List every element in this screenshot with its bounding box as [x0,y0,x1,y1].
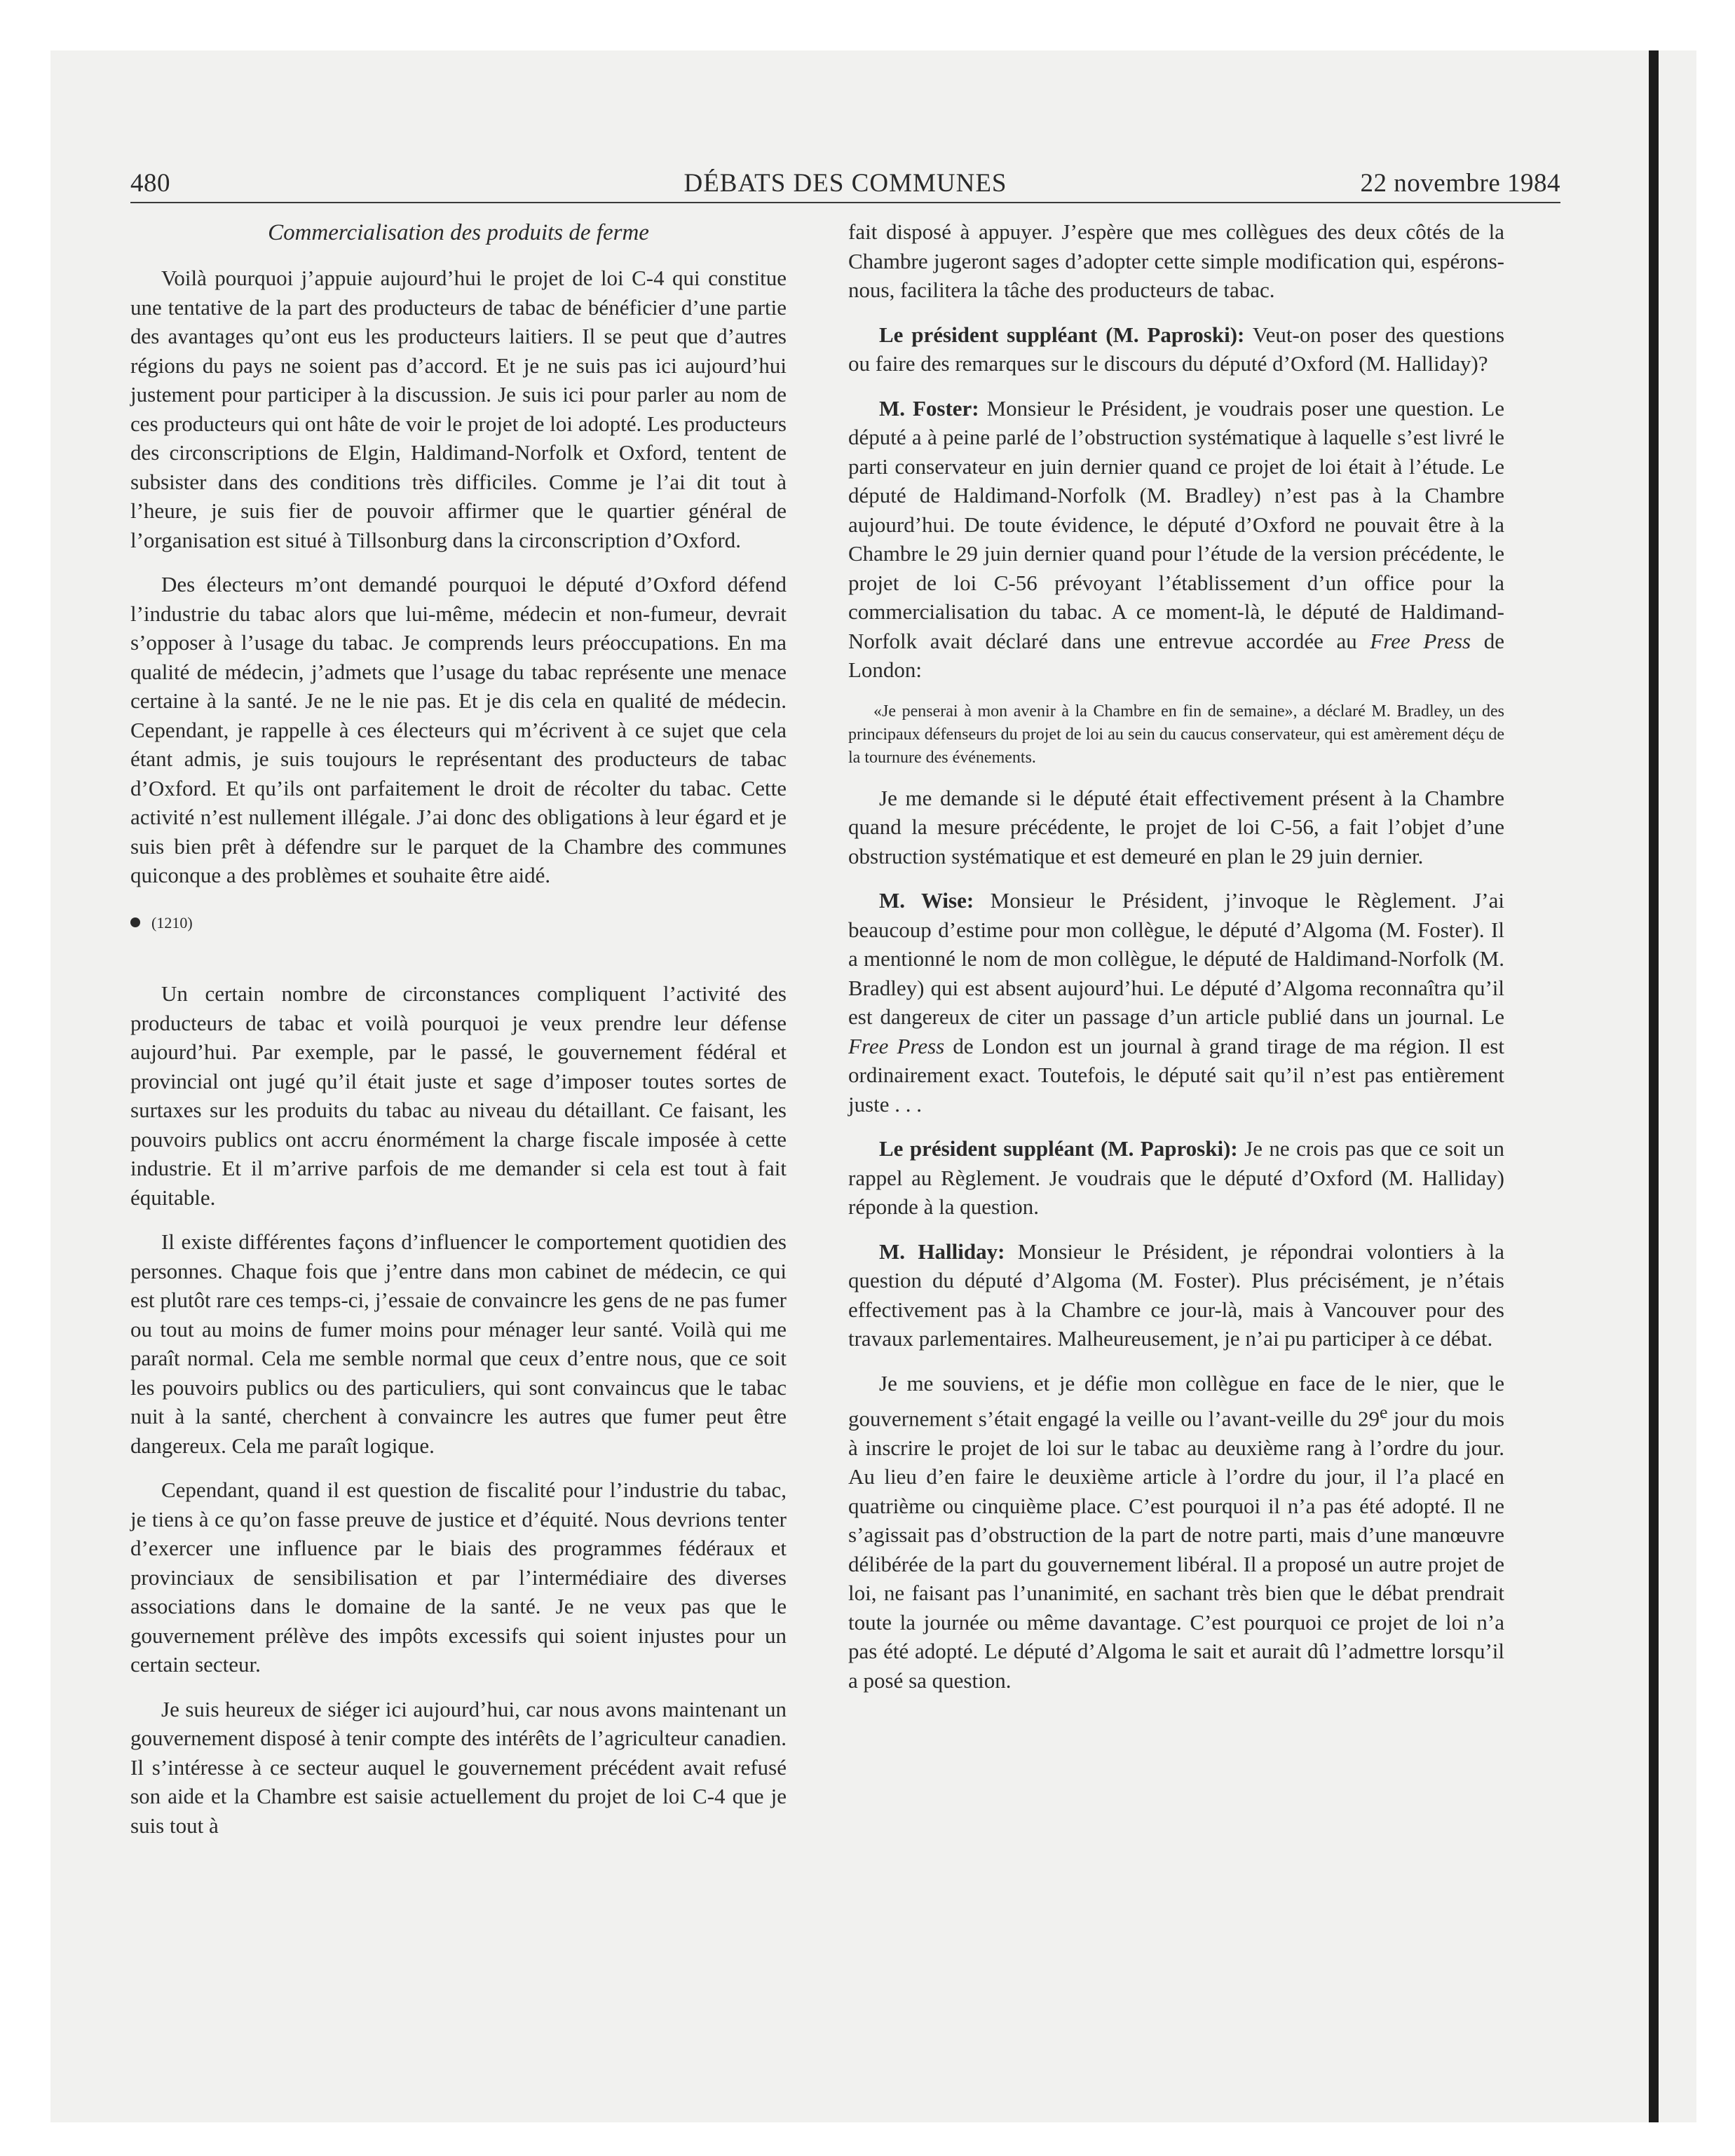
speech-text: de London: [848,628,1504,682]
paragraph: Des électeurs m’ont demandé pourquoi le député d’Oxford défend l’industrie du tabac alors que lui-même, médecin et non-fumeur, devrait s’opposer à l’usage du tabac. Je comprends leurs préoccupations. En ma qualité de médecin, j’admets que l’usage du tabac représente une menace certaine à la santé. Je ne le nie pas. Et je dis cela en qualité de médecin. Cependant, je rappelle à ces électeurs qui m’écrivent à ce sujet que cela étant admis, je suis toujours le représentant des producteurs de tabac d’Oxford. Et qu’ils ont parfaitement le droit de récolter du tabac. Cette activité n’est nullement illégale. J’ai donc des obligations à leur égard et je suis bien prêt à défendre sur le parquet de la Chambre des communes quiconque a des problèmes et souhaite être aidé. [130,572,787,887]
bullet-icon [130,917,140,927]
speech-paragraph [848,394,1504,685]
page-header [130,168,1560,203]
ordinal-superscript: e [1379,1402,1388,1422]
speech-paragraph [848,1134,1504,1222]
speech-text: Veut-on poser des questions ou faire des remarques sur le discours du député d’Oxford (M. Halliday)? [848,322,1505,376]
speaker-name: Le président suppléant (M. Paproski): [879,322,1245,347]
time-marker [130,908,787,938]
speaker-name: Le président suppléant (M. Paproski): [879,1136,1238,1161]
speech-text: de London est un journal à grand tirage de ma région. Il est ordinairement exact. Toutefois, le député sait qu’il n’est pas entièrement juste . . . [848,1033,1504,1117]
speaker-name: M. Wise: [879,888,974,913]
newspaper-name: Free Press [848,1033,945,1058]
speech-text: Monsieur le Président, j’invoque le Règlement. J’ai beaucoup d’estime pour mon collègue, le député d’Algoma (M. Foster). Il a mentionné le nom de mon collègue, le député de Haldimand-Norfolk (M. Bradley) qui est absent aujourd’hui. Le député d’Algoma reconnaîtra qu’il est dangereux de citer un passage d’un article publié dans un journal. Le [848,888,1504,1029]
speech-paragraph [848,886,1504,1119]
speech-paragraph [848,1237,1504,1353]
paragraph: Je suis heureux de siéger ici aujourd’hui, car nous avons maintenant un gouvernement disposé à tenir compte des intérêts de l’agriculteur canadien. Il s’intéresse à ce secteur auquel le gouvernement précédent avait refusé son aide et la Chambre est saisie actuellement du projet de loi C-4 que je suis tout à [130,1696,787,1838]
speech-paragraph [848,320,1504,378]
speech-text: Je ne crois pas que ce soit un rappel au Règlement. Je voudrais que le député d’Oxford (M. Halliday) réponde à la question. [848,1136,1505,1219]
right-column [848,217,1504,1710]
speaker-name: M. Halliday: [879,1239,1005,1264]
speaker-name: M. Foster: [879,395,979,421]
paragraph [848,1369,1504,1696]
paragraph: Voilà pourquoi j’appuie aujourd’hui le projet de loi C-4 qui constitue une tentative de la part des producteurs de tabac de bénéficier d’une partie des avantages qu’ont eus les producteurs laitiers. Il se peut que d’autres régions du pays ne soient pas d’accord. Et je ne suis pas ici aujourd’hui justement pour participer à la discussion. Je suis ici pour parler au nom de ces producteurs qui ont hâte de voir le projet de loi adopté. Les producteurs des circonscriptions de Elgin, Haldimand-Norfolk et Oxford, tentent de subsister dans des conditions très difficiles. Comme je l’ai dit tout à l’heure, je suis fier de pouvoir affirmer que le quartier général de l’organisation est situé à Tillsonburg dans la circonscription d’Oxford. [130,266,787,552]
paragraph: Cependant, quand il est question de fiscalité pour l’industrie du tabac, je tiens à ce qu’on fasse preuve de justice et d’équité. Nous devrions tenter d’exercer une influence par le biais des programmes fédéraux et provinciaux de sensibilisation et par l’intermédiaire des diverses associations dans le domaine de la santé. Je ne veux pas que le gouvernement prélève des impôts excessifs qui soient injustes pour un certain secteur. [130,1478,787,1677]
header-rule [130,202,1560,203]
scan-edge-bar [1649,50,1659,2122]
paragraph-text: jour du mois à inscrire le projet de loi sur le tabac au deuxième rang à l’ordre du jour. Au lieu d’en faire le deuxième article à l’ordre du jour, il l’a placé en quatrième ou cinquième place. C’est pourquoi il n’a pas été adopté. Il ne s’agissait pas d’obstruction de la part de notre parti, mais d’une manœuvre délibérée de la part du gouvernement libéral. Il a proposé un autre projet de loi, ne faisant pas l’unanimité, en sachant très bien que le débat prendrait toute la journée ou même davantage. C’est pourquoi ce projet de loi n’a pas été adopté. Le député d’Algoma le sait et aurait dû l’admettre lorsqu’il a posé sa question. [848,1406,1505,1693]
publication-title: DÉBATS DES COMMUNES [683,169,1007,198]
page-number: 480 [130,169,170,198]
left-column [130,217,787,1855]
paragraph: Je me demande si le député était effectivement présent à la Chambre quand la mesure précédente, le projet de loi C-56, a fait l’objet d’une obstruction systématique et est demeuré en plan le 29 juin dernier. [848,785,1504,868]
paragraph: fait disposé à appuyer. J’espère que mes collègues des deux côtés de la Chambre jugeront sages d’adopter cette simple modification qui, espérons-nous, facilitera la tâche des producteurs de tabac. [848,219,1504,302]
section-title: Commercialisation des produits de ferme [268,220,649,245]
paragraph-text: Je me souviens, et je défie mon collègue en face de le nier, que le gouvernement s’était engagé la veille ou l’avant-veille du 29 [848,1370,1504,1431]
header-date: 22 novembre 1984 [1360,169,1560,198]
paragraph: Un certain nombre de circonstances compliquent l’activité des producteurs de tabac et voilà pourquoi je veux prendre leur défense aujourd’hui. Par exemple, par le passé, le gouvernement fédéral et provincial ont jugé qu’il était juste et sage d’imposer toutes sortes de surtaxes sur les produits du tabac au niveau du détaillant. Ce faisant, les pouvoirs publics ont accru énormément la charge fiscale imposée à cette industrie. Et il m’arrive parfois de me demander si cela est tout à fait équitable. [130,981,787,1210]
newspaper-name: Free Press [1370,628,1471,653]
paragraph: Il existe différentes façons d’influencer le comportement quotidien des personnes. Chaque fois que j’entre dans mon cabinet de médecin, ce qui est plutôt rare ces temps-ci, j’essaie de convaincre les gens de ne pas fumer ou tout au moins de fumer moins pour ménager leur santé. Voilà qui me paraît normal. Cela me semble normal que ceux d’entre nous, que ce soit les pouvoirs publics ou des particuliers, qui sont convaincus que le tabac nuit à la santé, cherchent à convaincre les autres que fumer peut être dangereux. Cela me paraît logique. [130,1229,787,1458]
time-marker-label: (1210) [151,913,193,932]
speech-text: Monsieur le Président, je voudrais poser une question. Le député a à peine parlé de l’obstruction systématique à laquelle s’est livré le parti conservateur en juin dernier quand ce projet de loi était à l’étude. Le député de Haldimand-Norfolk (M. Bradley) n’est pas à la Chambre aujourd’hui. De toute évidence, le député d’Oxford ne pouvait être à la Chambre le 29 juin dernier quand pour l’étude de la version précédente, le projet de loi C-56 prévoyant l’établissement d’un office pour la commercialisation du tabac. A ce moment-là, le député de Haldimand-Norfolk avait déclaré dans une entrevue accordée au [848,395,1504,653]
block-quote: «Je penserai à mon avenir à la Chambre en fin de semaine», a déclaré M. Bradley, un des principaux défenseurs du projet de loi au sein du caucus conservateur, qui est amèrement déçu de la tournure des événements. [848,702,1504,767]
speech-text: Monsieur le Président, je répondrai volontiers à la question du député d’Algoma (M. Foster). Plus précisément, je n’étais effectivement pas à la Chambre ce jour-là, mais à Vancouver pour des travaux parlementaires. Malheureusement, je n’ai pu participer à ce débat. [848,1239,1504,1351]
